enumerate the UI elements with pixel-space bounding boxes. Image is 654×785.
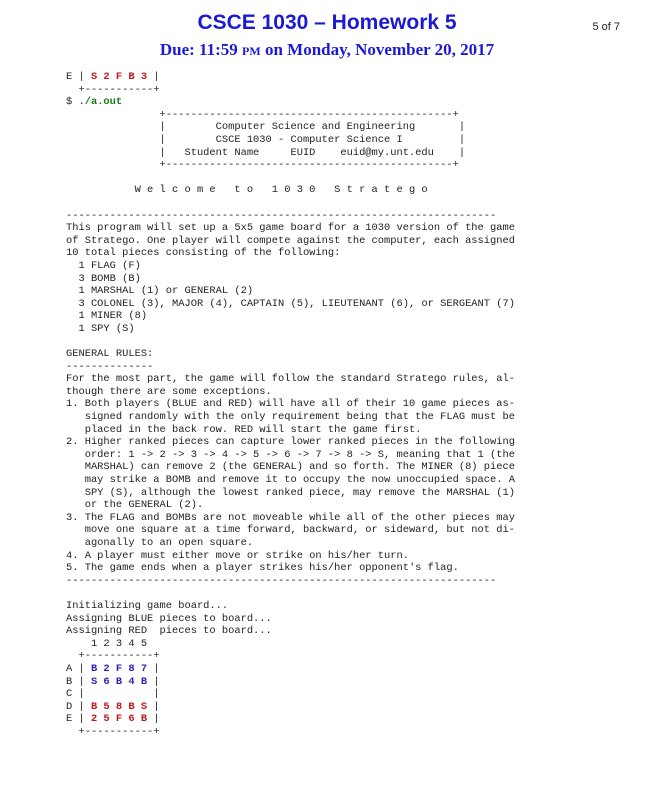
piece-list-item: 1 MARSHAL (1) or GENERAL (2) (66, 285, 254, 298)
intro-line: 10 total pieces consisting of the following: (66, 247, 341, 260)
welcome-text: W e l c o m e t o 1 0 3 0 S t r a t e g o (66, 184, 428, 197)
intro-line: of Stratego. One player will compete against the computer, each assigned (66, 234, 515, 247)
rules-line: may strike a BOMB and remove it to occupy the now unoccupied space. A (66, 474, 515, 486)
banner-line: | Student Name EUID euid@my.unt.edu | (66, 146, 466, 159)
board-border-top: +-----------+ (66, 650, 160, 663)
document-title: CSCE 1030 – Homework 5 (197, 11, 457, 34)
board-column-header: 1 2 3 4 5 (66, 637, 148, 650)
page-number: 5 of 7 (592, 21, 620, 33)
banner-line: +----------------------------------------------+ (66, 159, 459, 172)
rules-line: though there are some exceptions. (66, 385, 272, 398)
board-pieces: 2 5 F 6 B (90, 713, 148, 726)
rules-line: move one square at a time forward, backward, or sideward, but not di- (66, 524, 515, 537)
banner-line: | Computer Science and Engineering | (66, 121, 466, 134)
rules-line: 5. The game ends when a player strikes his/her opponent's flag. (66, 562, 459, 575)
board-row-b: B | S 6 B 4 B | (66, 675, 160, 688)
init-line: Initializing game board... (66, 599, 229, 612)
banner-line: | CSCE 1030 - Computer Science I | (66, 133, 466, 146)
board-row-a: A | B 2 F 8 7 | (66, 662, 160, 675)
rules-underline: -------------- (66, 360, 154, 373)
banner-line: +----------------------------------------------+ (66, 108, 459, 121)
board-pieces: B 5 8 B S (90, 700, 148, 713)
rules-line: MARSHAL) can remove 2 (the GENERAL) and so forth. The MINER (8) piece (66, 461, 515, 474)
rules-line: 2. Higher ranked pieces can capture lower ranked pieces in the following (66, 436, 515, 449)
blank-line (66, 197, 515, 210)
blank-line (66, 587, 515, 600)
rules-line: 1. Both players (BLUE and RED) will have all of their 10 game pieces as- (66, 398, 515, 411)
top-board-pieces: S 2 F B 3 (90, 71, 148, 83)
piece-list-item: 3 BOMB (B) (66, 272, 141, 285)
rules-line: --------------------------------------------------------------------- (66, 574, 497, 587)
blank-line (66, 335, 515, 348)
rules-line: order: 1 -> 2 -> 3 -> 4 -> 5 -> 6 -> 7 -> 8 -> S, meaning that 1 (the (66, 448, 515, 461)
rules-line: 3. The FLAG and BOMBs are not moveable while all of the other pieces may (66, 511, 515, 524)
board-row-d: D | B 5 8 B S | (66, 700, 160, 713)
rules-heading: GENERAL RULES: (66, 348, 154, 361)
rules-line: placed in the back row. RED will start the game first. (66, 423, 422, 436)
due-suffix: on Monday, November 20, 2017 (260, 40, 495, 59)
shell-prompt: $ (66, 96, 79, 109)
rules-line: SPY (S), although the lowest ranked piece, may remove the MARSHAL (1) (66, 486, 515, 499)
rules-line: 4. A player must either move or strike on his/her turn. (66, 549, 409, 562)
board-pieces: B 2 F 8 7 (90, 662, 148, 675)
due-prefix: Due: 11:59 (159, 40, 243, 59)
board-row-e: E | 2 5 F 6 B | (66, 713, 160, 726)
piece-list-item: 1 SPY (S) (66, 322, 135, 335)
piece-list-item: 3 COLONEL (3), MAJOR (4), CAPTAIN (5), LIEUTENANT (6), or SERGEANT (7) (66, 297, 515, 310)
piece-list-item: 1 MINER (8) (66, 310, 148, 323)
rules-line: For the most part, the game will follow the standard Stratego rules, al- (66, 373, 515, 386)
rules-line: signed randomly with the only requirement being that the FLAG must be (66, 411, 515, 424)
top-board-border: +-----------+ (66, 83, 160, 96)
intro-line: --------------------------------------------------------------------- (66, 209, 497, 222)
board-pieces: S 6 B 4 B (90, 675, 148, 688)
init-line: Assigning RED pieces to board... (66, 625, 272, 638)
rules-line: or the GENERAL (2). (66, 499, 204, 512)
terminal-output (66, 71, 515, 738)
command-line (66, 96, 515, 109)
blank-line (66, 172, 515, 185)
top-board-row-e: E | S 2 F B 3 | (66, 71, 160, 83)
board-border-bottom: +-----------+ (66, 725, 160, 738)
piece-list-item: 1 FLAG (F) (66, 259, 141, 272)
due-pm: PM (242, 44, 261, 58)
command-text: ./a.out (78, 96, 123, 109)
board-pieces (91, 688, 147, 700)
board-row-c: C | | (66, 688, 160, 701)
rules-line: agonally to an open square. (66, 536, 254, 549)
intro-line: This program will set up a 5x5 game board for a 1030 version of the game (66, 222, 515, 235)
due-date (0, 40, 654, 60)
init-line: Assigning BLUE pieces to board... (66, 612, 272, 625)
